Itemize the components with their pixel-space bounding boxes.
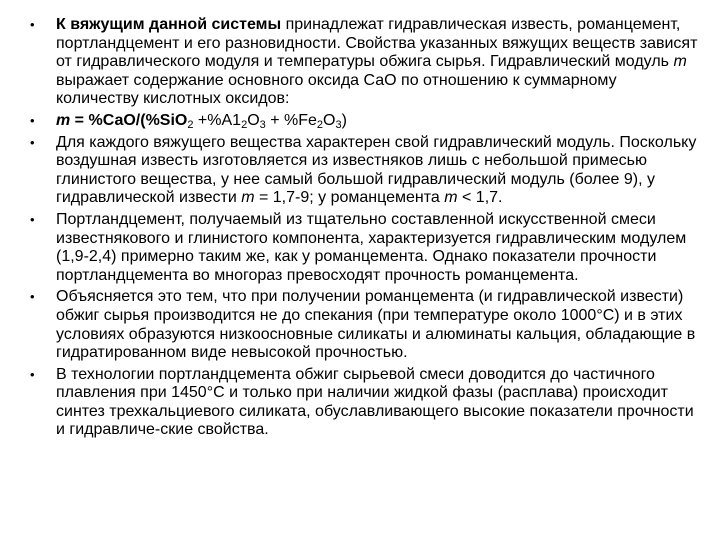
bullet-item-1 <box>30 16 702 109</box>
bullet-item-4 <box>30 211 702 285</box>
formula-subscript: 3 <box>259 118 266 131</box>
bullet-lead-text: К вяжущим данной системы <box>56 16 282 33</box>
bullet-text: Объясняется это тем, что при получении романцемента (и гидравлической извести) обжиг сырья производится не до спекания (при температуре около 1000°С) и в этих условиях образуются низкоосновные силикаты и алюминаты кальция, обладающие в гидратированном виде невысокой прочностью. <box>56 288 696 362</box>
bullet-item-2 <box>30 112 702 131</box>
formula-subscript: 3 <box>335 118 342 131</box>
bullet-item-3 <box>30 134 702 208</box>
bullet-marker: • <box>30 289 35 305</box>
bullet-text-tail: < 1,7. <box>457 189 503 207</box>
bullet-text: принадлежат гидравлическая известь, романцемент, портландцемент и его разновидности. Свойства указанных вяжущих веществ зависят от гидравлического модуля и температуры обжига сырья. Гидравлический модуль <box>56 16 698 71</box>
symbol-m: т <box>241 189 255 207</box>
formula-part: +%А1 <box>193 111 242 129</box>
bullet-text: Портландцемент, получаемый из тщательно составленной искусственной смеси известнякового и глинистого компонента, характеризуется гидравлическим модулем (1,9-2,4) примерно таким же, как у романцемента. Однако показатели прочности портландцемента во многораз превосходят прочность романцемента. <box>56 210 687 284</box>
formula-subscript: 2 <box>316 118 324 131</box>
bullet-marker: • <box>30 17 35 32</box>
formula-part: О <box>323 111 336 129</box>
bullet-marker: • <box>30 211 35 227</box>
formula-part: + %Fe <box>265 111 317 129</box>
bullet-marker: • <box>30 134 35 150</box>
bullet-item-5 <box>30 288 702 362</box>
formula-subscript: 2 <box>187 118 194 131</box>
symbol-m: т <box>56 111 71 129</box>
bullet-text-mid: = 1,7-9; у романцемента <box>254 189 445 207</box>
formula-part: = %СаО/(%SiО <box>70 111 188 129</box>
symbol-m: т <box>444 189 458 207</box>
bullet-list <box>30 16 702 443</box>
formula-part: ) <box>341 111 347 129</box>
symbol-m: т <box>673 53 687 71</box>
bullet-marker: • <box>30 112 35 128</box>
bullet-text: Для каждого вяжущего вещества характерен свой гидравлический модуль. Поскольку воздушная известь изготовляется из известняков лишь с небольшой примесью глинистого вещества, у нее самый большой гидравлический модуль (более 9), у гидравлической извести <box>56 133 697 207</box>
formula-subscript: 2 <box>241 118 248 131</box>
formula-part: О <box>247 111 260 129</box>
bullet-marker: • <box>30 366 35 382</box>
bullet-text-tail: выражает содержание основного оксида СаО по отношению к суммарному количеству кислотных оксидов: <box>56 71 617 108</box>
bullet-text: В технологии портландцемента обжиг сырьевой смеси доводится до частичного плавления при 1450°С и только при наличии жидкой фазы (расплава) происходит синтез трехкальциевого силиката, обуславливающего высокие показатели прочности и гидравличе-ские свойства. <box>56 365 694 439</box>
bullet-item-6 <box>30 366 702 440</box>
